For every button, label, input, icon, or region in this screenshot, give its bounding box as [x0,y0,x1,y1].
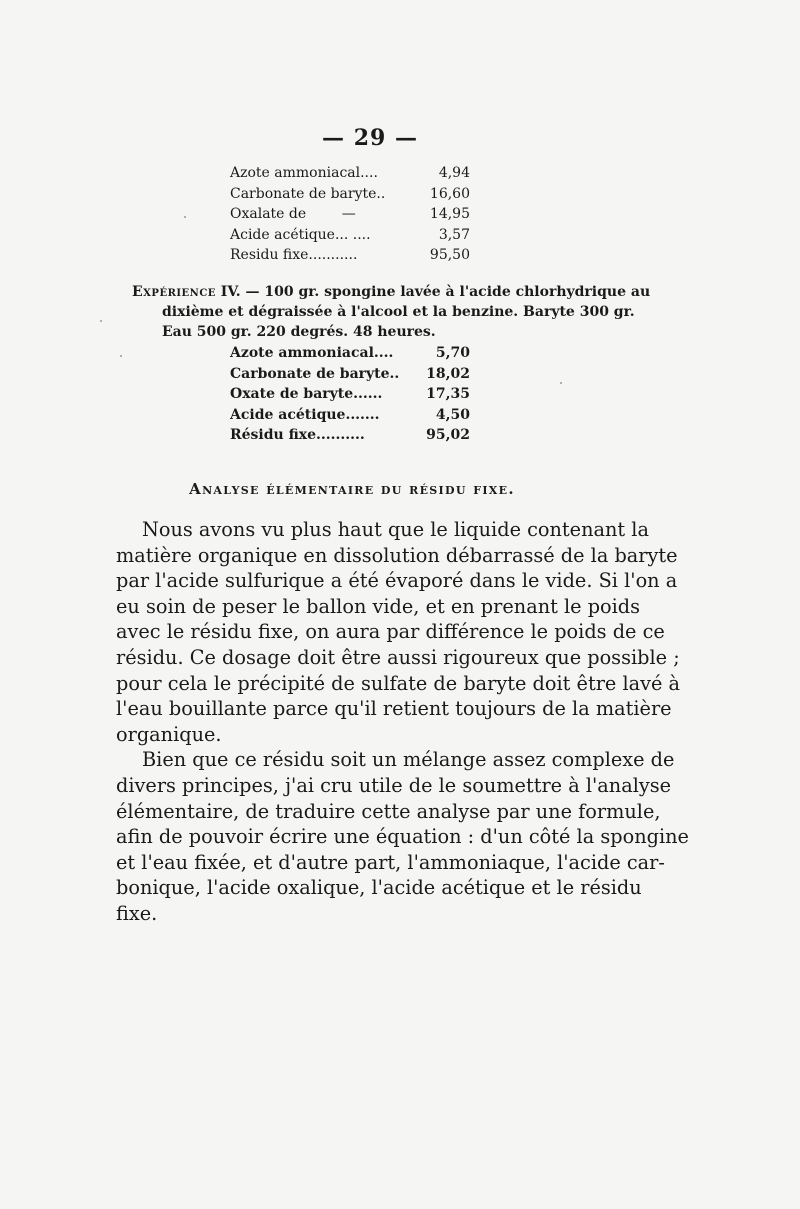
row-value: 95,02 [426,427,470,443]
row-value: 3,57 [438,226,470,243]
row-label: Carbonate de baryte.. [230,365,400,382]
row-label: Acide acétique....... [230,406,380,423]
paragraph-line: pour cela le précipité de sulfate de baryte doit être lavé à [116,671,681,695]
results-table-1 [230,163,470,266]
row-value: 18,02 [426,365,470,382]
paragraph-line: et l'eau fixée, et d'autre part, l'ammoniaque, l'acide car- [116,850,665,874]
paragraph-line: eu soin de peser le ballon vide, et en prenant le poids [116,594,641,618]
row-label: Azote ammoniacal.... [230,345,394,361]
row-label: Oxate de baryte...... [230,386,383,402]
paper-speck [120,355,122,357]
row-label: Carbonate de baryte.. [230,185,386,202]
row-label: Residu fixe........... [230,247,358,263]
paragraph-line: afin de pouvoir écrire une équation : d'un côté la spongine [116,825,689,849]
paragraph-line: Nous avons vu plus haut que le liquide contenant la [142,518,649,541]
row-value: 14,95 [429,206,470,222]
paragraph-line: organique. [116,722,222,746]
paragraph-line: divers principes, j'ai cru utile de le soumettre à l'analyse [116,773,672,797]
row-value: 16,60 [429,185,470,202]
row-label: Oxalate de — [230,206,356,222]
experience-line [132,282,651,302]
paragraph-line: Bien que ce résidu soit un mélange assez complexe de [142,748,675,772]
experience-description [132,282,651,342]
row-label: Acide acétique... .... [230,226,371,243]
row-value: 95,50 [429,247,470,263]
paragraph-line: avec le résidu fixe, on aura par différence le poids de ce [116,620,665,644]
table-row [230,425,470,446]
experience-line-2: dixième et dégraissée à l'alcool et la benzine. Baryte 300 gr. [162,304,635,320]
paper-speck [184,216,186,218]
table-row [230,184,470,205]
paper-speck [100,320,102,322]
table-row [230,343,470,364]
paragraph-line: fixe. [116,901,158,925]
paragraph-line: bonique, l'acide oxalique, l'acide acétique et le résidu [116,876,642,900]
table-row [230,163,470,184]
experience-line-1: IV. — 100 gr. spongine lavée à l'acide chlorhydrique au [215,284,651,300]
paragraph-line: l'eau bouillante parce qu'il retient toujours de la matière [116,697,672,721]
table-row [230,364,470,385]
results-table-2 [230,343,470,446]
paragraph-line: résidu. Ce dosage doit être aussi rigoureux que possible ; [116,645,680,669]
row-value: 5,70 [435,345,470,361]
section-title: Analyse élémentaire du résidu fixe. [189,480,515,498]
row-label: Résidu fixe.......... [230,427,365,443]
page-number: — 29 — [322,125,418,151]
paragraph-line: matière organique en dissolution débarrassé de la baryte [116,543,678,567]
row-label: Azote ammoniacal.... [230,165,378,181]
paragraph-line: élémentaire, de traduire cette analyse par une formule, [116,799,661,823]
table-row [230,384,470,405]
row-value: 4,94 [438,165,470,181]
experience-line-3: Eau 500 gr. 220 degrés. 48 heures. [162,324,436,340]
paragraph-line: par l'acide sulfurique a été évaporé dans le vide. Si l'on a [116,569,678,593]
table-row [230,245,470,266]
table-row [230,225,470,246]
experience-label: Expérience [132,284,216,300]
table-row [230,405,470,426]
table-row [230,204,470,225]
body-text [116,517,689,927]
paper-speck [560,382,562,384]
row-value: 17,35 [426,386,470,402]
row-value: 4,50 [435,406,470,423]
